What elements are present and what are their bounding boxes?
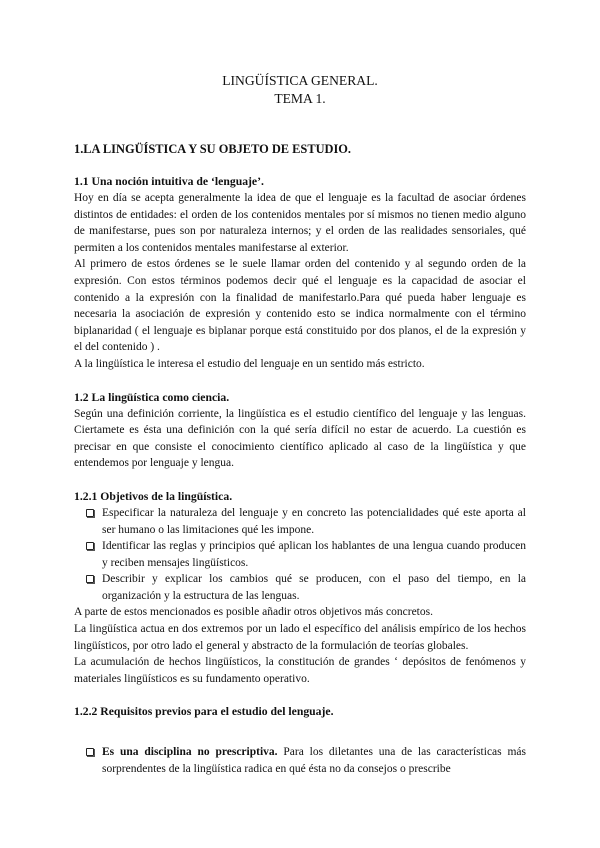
subsection-1-1-heading: 1.1 Una noción intuitiva de ‘lenguaje’. xyxy=(74,175,264,188)
list-item-text: Para los diletantes una de las características más sorprendentes de la lingüística radica en qué ésta no da consejos o prescribe xyxy=(102,746,526,776)
list-item-bold-lead: Es una disciplina no prescriptiva. xyxy=(102,746,278,759)
checkbox-bullet-icon xyxy=(86,542,94,550)
subsection-1-2-1-paragraph-2: La lingüística actua en dos extremos por un lado el específico del análisis empírico de los hechos lingüísticos, por otro lado el general y abstracto de la formulación de teorías globales. xyxy=(74,623,526,652)
list-item xyxy=(74,538,526,571)
subsection-1-2-2-heading: 1.2.2 Requisitos previos para el estudio del lenguaje. xyxy=(74,705,334,719)
requirements-list xyxy=(74,744,526,777)
list-item xyxy=(74,571,526,604)
document-title-line1: LINGÜÍSTICA GENERAL. xyxy=(222,73,378,88)
checkbox-bullet-icon xyxy=(86,575,94,583)
subsection-1-2-1-heading: 1.2.1 Objetivos de la lingüística. xyxy=(74,489,233,503)
subsection-1-1-paragraph-2: Al primero de estos órdenes se le suele llamar orden del contenido y al segundo orden de la expresión. Con estos términos podemos decir qué el lenguaje es la capacidad de asociar el contenido a la expresión con la finalidad de manifestarlo.Para qué pueda haber lenguaje es necesaria la asociación de expresión y contenido esto se indica normalmente con el término biplanaridad ( el lenguaje es biplanar porque está constituido por dos planos, el de la expresión y el del contenido ) . xyxy=(74,258,526,354)
list-item-text: Describir y explicar los cambios qué se producen, con el paso del tiempo, en la organización y la estructura de las lenguas. xyxy=(102,573,526,602)
list-item-text: Especificar la naturaleza del lenguaje y en concreto las potencialidades qué este aporta al ser humano o las limitaciones qué les impone. xyxy=(102,506,526,536)
list-item-text: Identificar las reglas y principios qué aplican los hablantes de una lengua cuando producen y reciben mensajes lingüísticos. xyxy=(102,540,526,569)
subsection-1-2-heading: 1.2 La lingüística como ciencia. xyxy=(74,390,230,404)
section-1-heading: 1.LA LINGÜÍSTICA Y SU OBJETO DE ESTUDIO. xyxy=(74,142,352,156)
subsection-1-2-paragraph-1: Según una definición corriente, la lingüística es el estudio científico del lenguaje y las lenguas. Ciertamete es ésta una definición con la qué sería difícil no estar de acuerdo. La cuestión es precisar en que consiste el conocimiento científico aplicado al caso de la lingüística y que entendemos por lenguaje y lengua. xyxy=(74,407,526,470)
subsection-1-2-1-paragraph-1: A parte de estos mencionados es posible añadir otros objetivos más concretos. xyxy=(74,606,433,619)
subsection-1-2-1-paragraph-3: La acumulación de hechos lingüísticos, la constitución de grandes ‘ depósitos de fenómenos y materiales lingüísticos es su fundamento operativo. xyxy=(74,656,526,685)
checkbox-bullet-icon xyxy=(86,509,94,517)
checkbox-bullet-icon xyxy=(86,748,94,756)
list-item xyxy=(74,505,526,538)
document-title-line2: TEMA 1. xyxy=(274,91,326,106)
subsection-1-1-paragraph-3: A la lingüística le interesa el estudio del lenguaje en un sentido más estricto. xyxy=(74,357,425,370)
subsection-1-1-paragraph-1: Hoy en día se acepta generalmente la idea de que el lenguaje es la facultad de asociar órdenes distintos de entidades: el orden de los contenidos mentales por sí mismos no tienen medio alguno de manifestarse, pues son por naturaleza internos; y el orden de las realidades sensoriales, qué permiten a los contenidos mentales manifestarse al exterior. xyxy=(74,192,526,254)
objectives-list xyxy=(74,505,526,605)
list-item xyxy=(74,744,526,777)
